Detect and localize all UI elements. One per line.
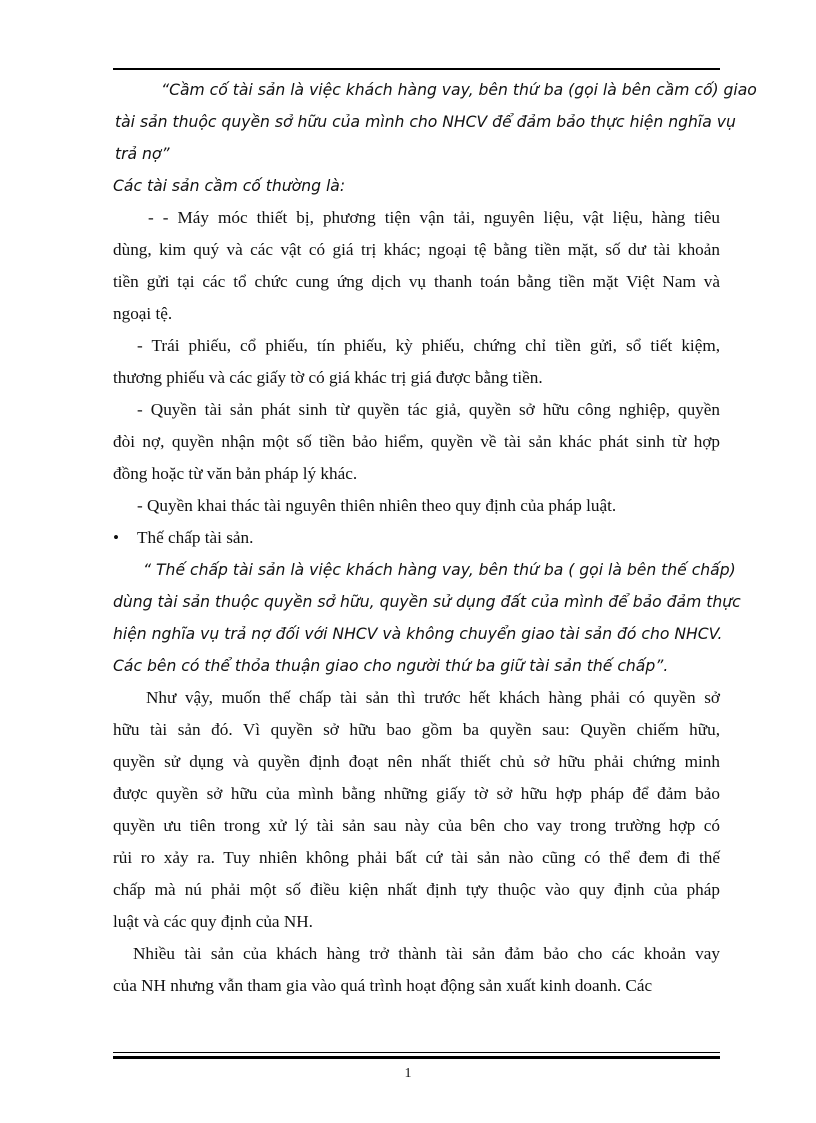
paragraph-mortgage-explanation [113, 682, 720, 938]
text-line: được quyền sở hữu của mình bằng những giấy tờ sở hữu hợp pháp để đảm bảo [113, 784, 720, 803]
paragraph-pledge-assets-1 [113, 202, 720, 330]
text-line: dùng, kim quý và các vật có giá trị khác; ngoại tệ bằng tiền mặt, số dư tài khoản [113, 240, 720, 259]
text-line: trả nợ” [115, 145, 170, 163]
text-line: tài sản thuộc quyền sở hữu của mình cho NHCV để đảm bảo thực hiện nghĩa vụ [115, 113, 736, 131]
header-rule [113, 68, 720, 70]
page-number: 1 [404, 1066, 412, 1081]
paragraph-pledge-assets-heading [113, 170, 720, 202]
text-line: tiền gửi tại các tổ chức cung ứng dịch vụ thanh toán bằng tiền mặt Việt Nam và [113, 272, 720, 291]
text-line: - Trái phiếu, cổ phiếu, tín phiếu, kỳ phiếu, chứng chỉ tiền gửi, sổ tiết kiệm, [137, 336, 720, 355]
text-line: thương phiếu và các giấy tờ có giá khác trị giá được bằng tiền. [113, 368, 543, 387]
paragraph-pledge-assets-3 [113, 394, 720, 490]
text-line: quyền ưu tiên trong xử lý tài sản sau này của bên cho vay trong trường hợp có [113, 816, 720, 835]
bullet-symbol: • [113, 528, 120, 547]
footer-rule-thin [113, 1052, 720, 1053]
text-line: chấp mà nú phải một số điều kiện nhất định tựy thuộc vào quy định của pháp [113, 880, 720, 899]
text-line: - Quyền tài sản phát sinh từ quyền tác giả, quyền sở hữu công nghiệp, quyền [137, 400, 720, 419]
text-line: Nhiều tài sản của khách hàng trở thành tài sản đảm bảo cho các khoản vay [133, 944, 720, 963]
text-line: hiện nghĩa vụ trả nợ đối với NHCV và không chuyển giao tài sản đó cho NHCV. [113, 625, 723, 643]
paragraph-collateral-in-use [113, 938, 720, 1002]
paragraph-mortgage-definition [113, 554, 741, 682]
document-body [113, 74, 757, 1002]
text-line: Thế chấp tài sản. [137, 528, 254, 547]
text-line: - Quyền khai thác tài nguyên thiên nhiên theo quy định của pháp luật. [137, 496, 617, 515]
text-line: dùng tài sản thuộc quyền sở hữu, quyền sử dụng đất của mình để bảo đảm thực [113, 593, 741, 611]
bullet-mortgage-heading [113, 522, 720, 554]
text-line: của NH nhưng vẫn tham gia vào quá trình hoạt động sản xuất kinh doanh. Các [113, 976, 653, 995]
text-line: quyền sử dụng và quyền định đoạt nên nhất thiết chủ sở hữu phải chứng minh [113, 752, 720, 771]
text-line: Các tài sản cầm cố thường là: [113, 177, 346, 195]
text-line: Các bên có thể thỏa thuận giao cho người thứ ba giữ tài sản thế chấp”. [113, 657, 669, 675]
text-line: đòi nợ, quyền nhận một số tiền bảo hiểm, quyền về tài sản khác phát sinh từ hợp [113, 432, 720, 451]
paragraph-pledge-definition [113, 74, 757, 170]
text-line: “Cầm cố tài sản là việc khách hàng vay, bên thứ ba (gọi là bên cầm cố) giao [161, 81, 757, 99]
text-line: Như vậy, muốn thế chấp tài sản thì trước hết khách hàng phải có quyền sở [146, 688, 720, 707]
paragraph-pledge-assets-2 [113, 330, 720, 394]
text-line: - - Máy móc thiết bị, phương tiện vận tải, nguyên liệu, vật liệu, hàng tiêu [148, 208, 720, 227]
paragraph-pledge-assets-4 [113, 490, 720, 522]
text-line: đồng hoặc từ văn bản pháp lý khác. [113, 464, 358, 483]
text-line: hữu tài sản đó. Vì quyền sở hữu bao gồm ba quyền sau: Quyền chiếm hữu, [113, 720, 720, 739]
text-line: luật và các quy định của NH. [113, 912, 313, 931]
text-line: ngoại tệ. [113, 304, 173, 323]
text-line: rủi ro xảy ra. Tuy nhiên không phải bất cứ tài sản nào cũng có thể đem đi thế [113, 848, 720, 867]
footer-rule-thick [113, 1056, 720, 1059]
text-line: “ Thế chấp tài sản là việc khách hàng vay, bên thứ ba ( gọi là bên thế chấp) [143, 561, 736, 579]
